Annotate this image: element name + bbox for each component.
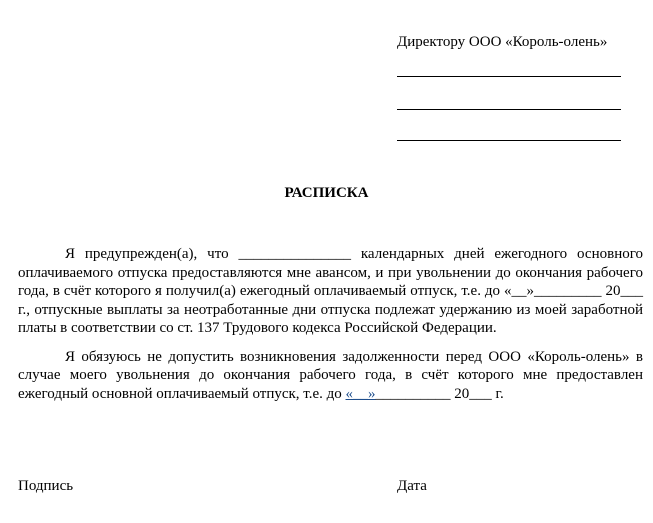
document-title: РАСПИСКА: [284, 185, 369, 201]
paragraph-1-part-1: Я предупрежден(а), что: [65, 246, 239, 262]
addressee-blank-line-1: [397, 76, 621, 77]
days-blank: _______________: [238, 246, 351, 262]
date-label: Дата: [397, 478, 427, 494]
paragraph-2-part-1: Я обязуюсь не допустить возникновения задолженности перед ООО «Король-олень» в случае моего увольнения до окончания рабочего года, в счёт которого мне предоставлен ежегодный основной оплачиваемый отпуск, т.е. до: [18, 348, 643, 402]
addressee-block: [397, 33, 622, 51]
paragraph-advance-notice: [18, 245, 643, 338]
document-body: [18, 245, 643, 403]
addressee-text: Директору ООО «Король-олень»: [397, 34, 608, 50]
signature-label: Подпись: [18, 478, 74, 494]
paragraph-obligation: [18, 348, 643, 404]
paragraph-1-part-2: календарных дней ежегодного основного оплачиваемого отпуска предоставляются мне авансом, и при увольнении до окончания рабочего года, в счёт которого я получил(а) ежегодный оплачиваемый отпуск, т.е. до «__»_________ 20___ г., отпускные выплаты за неотработанные дни отпуска подлежат удержанию из моей заработной платы в соответствии со ст. 137 Трудового кодекса Российской Федерации.: [18, 246, 643, 336]
date-quote-blank: «__»: [345, 385, 376, 402]
addressee-blank-line-3: [397, 140, 621, 141]
addressee-blank-line-2: [397, 109, 621, 110]
paragraph-2-part-2: __________ 20___ г.: [375, 385, 504, 402]
